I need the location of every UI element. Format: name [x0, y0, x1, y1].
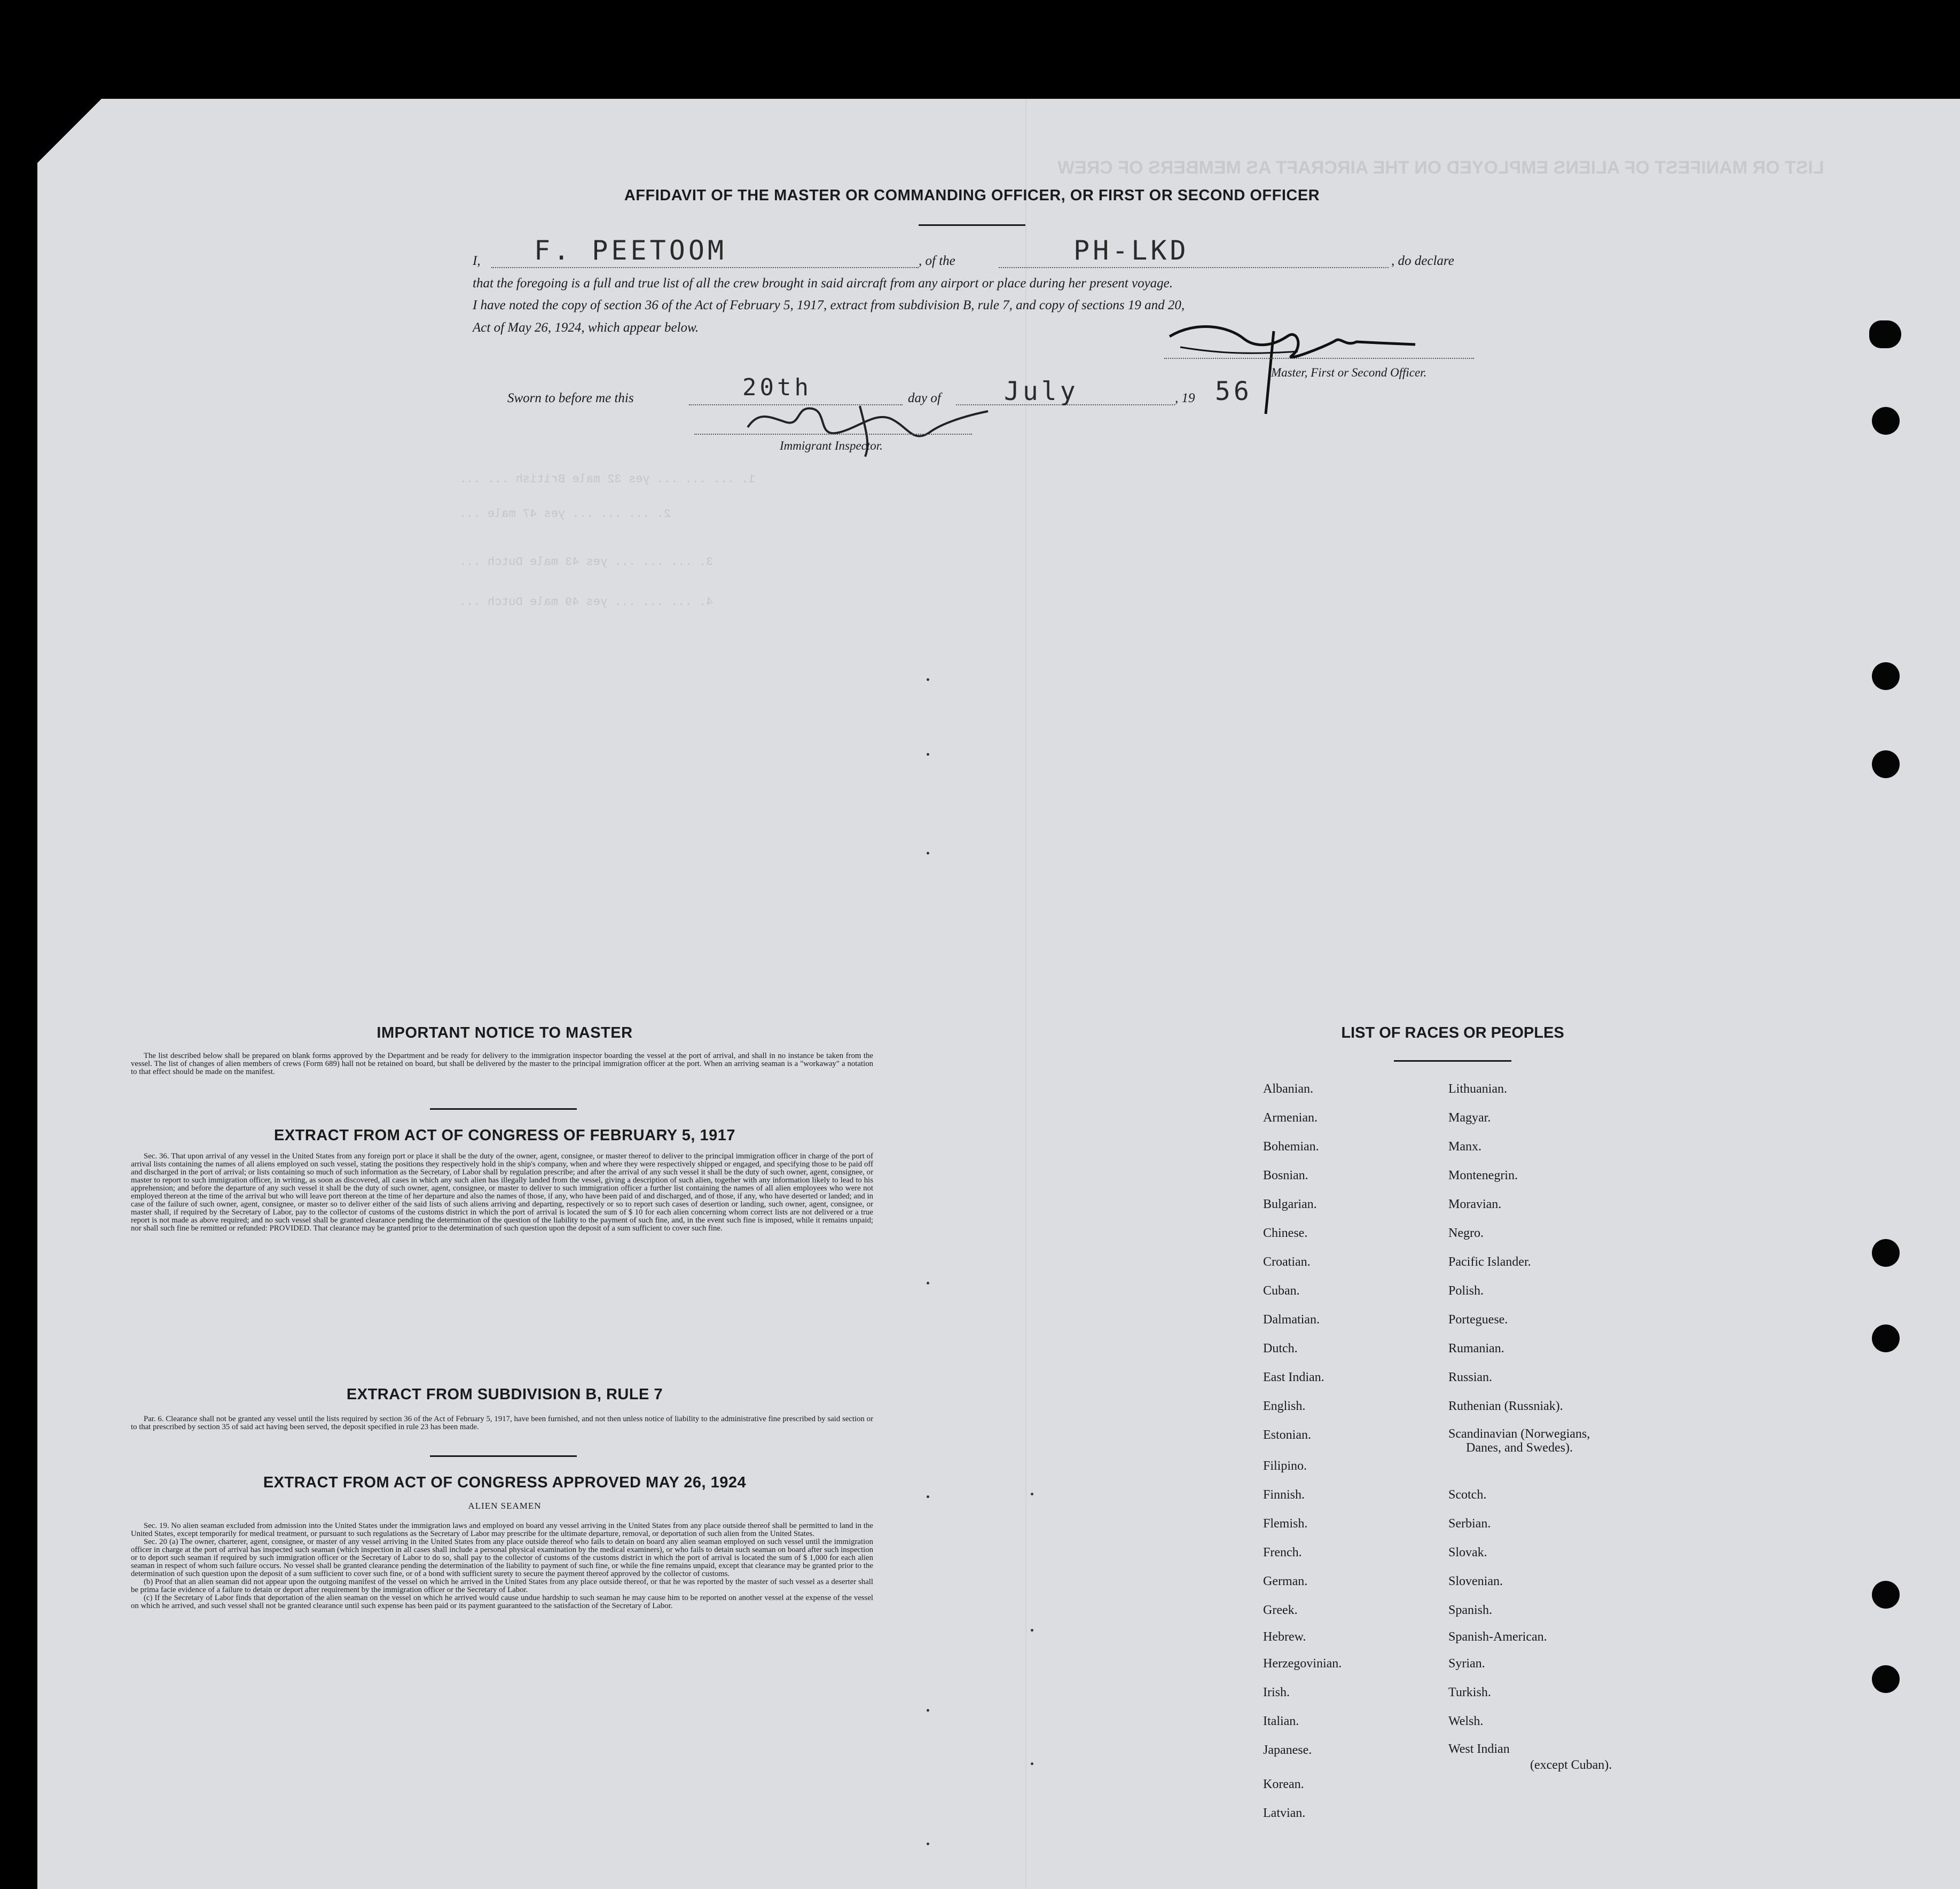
name-field-line [491, 267, 919, 268]
speck [927, 1843, 929, 1845]
race-item: Russian. [1448, 1370, 1493, 1384]
inspector-caption: Immigrant Inspector. [780, 439, 883, 452]
speck [927, 852, 929, 855]
signature-line [1164, 358, 1474, 359]
speck [927, 678, 929, 681]
races-title: LIST OF RACES OR PEOPLES [1341, 1024, 1564, 1041]
race-item: Montenegrin. [1448, 1169, 1518, 1182]
race-item: Japanese. [1263, 1743, 1312, 1757]
speck [927, 1282, 929, 1284]
bleed-through-row: 1. ... ... ... yes 32 male British ... ... [459, 473, 756, 486]
sworn-year: 56 [1215, 377, 1252, 406]
bleed-through-row: 3. ... ... ... yes 43 male Dutch ... [459, 555, 714, 569]
speck [1031, 1629, 1033, 1632]
day-of-label: day of [908, 391, 941, 405]
race-item: Danes, and Swedes). [1466, 1441, 1573, 1455]
race-item: Rumanian. [1448, 1342, 1504, 1355]
race-item: Negro. [1448, 1226, 1484, 1240]
race-item: Dutch. [1263, 1342, 1298, 1355]
sec-20b-paragraph: (b) Proof that an alien seaman did not appear upon the outgoing manifest of the vessel on which he arrived in the United States from any place outside thereof, or that he was reported by the master of such vessel as a deserter shall be prima facie evidence of a failure to detain or deport after requirement by the immigration officer or the Secretary of Labor. [131, 1578, 873, 1594]
race-item: Albanian. [1263, 1082, 1313, 1096]
notice-title: IMPORTANT NOTICE TO MASTER [377, 1024, 633, 1041]
i-label: I, [473, 254, 481, 268]
of-the-label: , of the [919, 254, 955, 268]
race-item: Irish. [1263, 1686, 1290, 1699]
punch-hole [1869, 320, 1901, 348]
race-item: Flemish. [1263, 1517, 1308, 1531]
speck [1031, 1493, 1033, 1495]
race-item: Bohemian. [1263, 1140, 1319, 1154]
punch-hole [1872, 1239, 1900, 1267]
race-item: Lithuanian. [1448, 1082, 1507, 1096]
rule-7-title: EXTRACT FROM SUBDIVISION B, RULE 7 [346, 1386, 663, 1403]
race-item: Scandinavian (Norwegians, [1448, 1427, 1590, 1441]
par-6-paragraph: Par. 6. Clearance shall not be granted any vessel until the lists required by section 36 of the Act of February 5, 1917, have been furnished, and not then unless notice of liability to the administrative fine prescribed by said section or to that prescribed by section 35 of said act having been served, the deposit specified in rule 23 has been made. [131, 1415, 873, 1431]
race-item: Korean. [1263, 1777, 1304, 1791]
speck [927, 1709, 929, 1712]
bleed-through-heading: LIST OR MANIFEST OF ALIENS EMPLOYED ON THE AIRCRAFT AS MEMBERS OF CREW [1057, 158, 1824, 178]
do-declare-label: , do declare [1391, 254, 1454, 268]
punch-hole [1872, 750, 1900, 778]
race-item: Slovak. [1448, 1546, 1487, 1559]
race-item: Spanish. [1448, 1603, 1493, 1617]
race-item: Spanish-American. [1448, 1630, 1547, 1644]
race-item: Estonian. [1263, 1428, 1311, 1442]
aircraft-field-line [999, 267, 1389, 268]
title-rule [919, 224, 1025, 226]
bleed-through-row: 2. ... ... ... yes 47 male ... [459, 507, 671, 521]
race-item: Filipino. [1263, 1459, 1307, 1473]
punch-hole [1872, 1665, 1900, 1693]
page-fold [1025, 99, 1026, 1889]
race-item: West Indian [1448, 1742, 1510, 1756]
bleed-through-row: 4. ... ... ... yes 49 male Dutch ... [459, 595, 714, 609]
officer-name: F. PEETOOM [534, 235, 727, 266]
race-item: French. [1263, 1546, 1302, 1559]
race-item: Italian. [1263, 1714, 1299, 1728]
race-item: Hebrew. [1263, 1630, 1306, 1644]
extract-1924-title: EXTRACT FROM ACT OF CONGRESS APPROVED MAY 26, 1924 [263, 1474, 747, 1491]
punch-hole [1872, 662, 1900, 690]
race-item: East Indian. [1263, 1370, 1324, 1384]
race-item: Cuban. [1263, 1284, 1300, 1298]
speck [927, 753, 929, 756]
sec-20a-paragraph: Sec. 20 (a) The owner, charterer, agent, consignee, or master of any vessel arriving in the United States from any place outside thereof who fails to detain on board any alien seaman employed on such vessel until the immigration officer in charge at the port of arrival has inspected such seaman (which inspection in all cases shall include a personal physical examination by the medical examiners), or who fails to detain such seaman on board after such inspection or to deport such seaman if required by such immigration officer or the Secretary of Labor to do so, shall pay to the collector of customs of the customs district in which the port of arrival is located the sum of $ 1,000 for each alien seaman in respect of whom such failure occurs. No vessel shall be granted clearance pending the determination of the liability to payment of such fine, or while the fine remains unpaid, except that clearance may be granted prior to the determination of such question upon the deposit of a sum sufficient to cover such fine, or of a bond with sufficient surety to secure the payment thereof approved by the collector of customs. [131, 1538, 873, 1578]
race-item: Moravian. [1448, 1197, 1502, 1211]
race-item: Herzegovinian. [1263, 1657, 1342, 1671]
sec-19-paragraph: Sec. 19. No alien seaman excluded from admission into the United States under the immigration laws and employed on board any vessel arriving in the United States from any place outside thereof shall be permitted to land in the United States, except temporarily for medical treatment, or pursuant to such regulations as the Secretary of Labor may prescribe for the ultimate departure, removal, or deportation of such alien from the United States. [131, 1522, 873, 1538]
race-item: Finnish. [1263, 1488, 1305, 1502]
section-rule [430, 1108, 577, 1110]
race-item: Manx. [1448, 1140, 1481, 1154]
race-item: Bulgarian. [1263, 1197, 1317, 1211]
extract-1917-text [131, 1153, 873, 1233]
affidavit-title: AFFIDAVIT OF THE MASTER OR COMMANDING OFFICER, OR FIRST OR SECOND OFFICER [624, 187, 1320, 204]
speck [927, 1495, 929, 1498]
race-item: Turkish. [1448, 1686, 1491, 1699]
document-sheet [37, 99, 1960, 1889]
year-prefix: , 19 [1175, 391, 1195, 405]
race-item: Magyar. [1448, 1111, 1491, 1125]
affidavit-line-4: Act of May 26, 1924, which appear below. [473, 320, 699, 335]
race-item: Bosnian. [1263, 1169, 1308, 1182]
notice-text [131, 1052, 873, 1076]
folded-corner [37, 99, 101, 163]
signature-caption: Master, First or Second Officer. [1271, 366, 1427, 379]
race-item: English. [1263, 1399, 1306, 1413]
race-item: German. [1263, 1574, 1308, 1588]
extract-1924-text [131, 1522, 873, 1610]
races-rule [1394, 1060, 1511, 1062]
race-item: Chinese. [1263, 1226, 1308, 1240]
aircraft-registration: PH-LKD [1073, 235, 1189, 266]
race-item: Croatian. [1263, 1255, 1311, 1269]
sec-36-paragraph: Sec. 36. That upon arrival of any vessel in the United States from any foreign port or place it shall be the duty of the owner, agent, consignee, or master thereof to deliver to the principal immigration officer in charge of the port of arrival lists containing the names of all aliens employed on such vessel, stating the positions they respectively hold in the ship's company, when and where they were respectively shipped or engaged, and specifying those to be paid off and discharged in the port of arrival; or lists containing so much of such information as the Secretary, of Labor shall by regulation prescribe; and after the arrival of any such vessel it shall be the duty of such owner, agent, consignee, or master to report to such immigration officer, in writing, as soon as discovered, all cases in which any such alien has illegally landed from the vessel, giving a description of such alien, together with any information likely to lead to his apprehension; and before the departure of any such vessel it shall be the duty of such owner, agent, consignee, or master to deliver to such immigration officer a further list containing the names of all alien employees who were not employed thereon at the time of the arrival but who will leave port thereon at the time of her departure and also the names of those, if any, who have been paid of and discharged, and of those, if any, who have deserted or landed; and in case of the failure of such owner, agent, consignee, or master so to deliver either of the said lists of such aliens arriving and departing, respectively or so to report such cases of desertion or landing, such owner, agent, consignee, or master shall, if required by the Secretary of Labor, pay to the collector of customs of the customs district in which the port of arrival is located the sum of $ 10 for each alien concerning whom correct lists are not delivered or a true report is not made as above required; and no such vessel shall be granted clearance pending the determination of the question of the liability to the payment of such fine, and, in the event such fine is imposed, while it remains unpaid; nor shall such fine be remitted or refunded: PROVIDED. That clearance may be granted prior to the determination of such question upon the deposit of a sum sufficient to cover such fine. [131, 1152, 873, 1233]
race-item: Porteguese. [1448, 1313, 1508, 1327]
affidavit-line-2: that the foregoing is a full and true list of all the crew brought in said aircraft from any airport or place during her present voyage. [473, 276, 1173, 291]
alien-seamen-subtitle: ALIEN SEAMEN [468, 1501, 542, 1511]
race-item: (except Cuban). [1530, 1758, 1612, 1772]
inspector-line [694, 434, 972, 435]
race-item: Dalmatian. [1263, 1313, 1320, 1327]
punch-hole [1872, 1324, 1900, 1352]
race-item: Greek. [1263, 1603, 1298, 1617]
race-item: Welsh. [1448, 1714, 1484, 1728]
race-item: Ruthenian (Russniak). [1448, 1399, 1563, 1413]
race-item: Polish. [1448, 1284, 1484, 1298]
sec-20c-paragraph: (c) If the Secretary of Labor finds that deportation of the alien seaman on the vessel on which he arrived would cause undue hardship to such seaman he may cause him to be reported on another vessel at the expense of the vessel on which he arrived, and such vessel shall not be granted clearance until such expense has been paid or its payment guaranteed to the satisfaction of the Secretary of Labor. [131, 1594, 873, 1610]
race-item: Syrian. [1448, 1657, 1485, 1671]
race-item: Scotch. [1448, 1488, 1487, 1502]
sworn-day: 20th [742, 374, 812, 401]
punch-hole [1872, 407, 1900, 435]
race-item: Serbian. [1448, 1517, 1491, 1531]
sworn-month: July [1004, 377, 1079, 406]
race-item: Slovenian. [1448, 1574, 1503, 1588]
notice-paragraph: The list described below shall be prepared on blank forms approved by the Department and be ready for delivery to the immigration inspector boarding the vessel at the port of arrival, and shall in no instance be taken from the vessel. The list of changes of alien members of crews (Form 689) hall not be retained on board, but shall be delivered by the master to the principal immigration officer at the port. When an arriving seaman is a "workaway" a notation to that effect should be made on the manifest. [131, 1052, 873, 1076]
sworn-label: Sworn to before me this [507, 391, 634, 405]
extract-1917-title: EXTRACT FROM ACT OF CONGRESS OF FEBRUARY 5, 1917 [273, 1127, 736, 1144]
punch-hole [1872, 1581, 1900, 1609]
race-item: Latvian. [1263, 1806, 1306, 1820]
race-item: Armenian. [1263, 1111, 1318, 1125]
rule-7-text [131, 1415, 873, 1431]
speck [1031, 1762, 1033, 1765]
race-item: Pacific Islander. [1448, 1255, 1531, 1269]
section-rule [430, 1455, 577, 1457]
affidavit-line-3: I have noted the copy of section 36 of the Act of February 5, 1917, extract from subdivision B, rule 7, and copy of sections 19 and 20, [473, 298, 1185, 312]
